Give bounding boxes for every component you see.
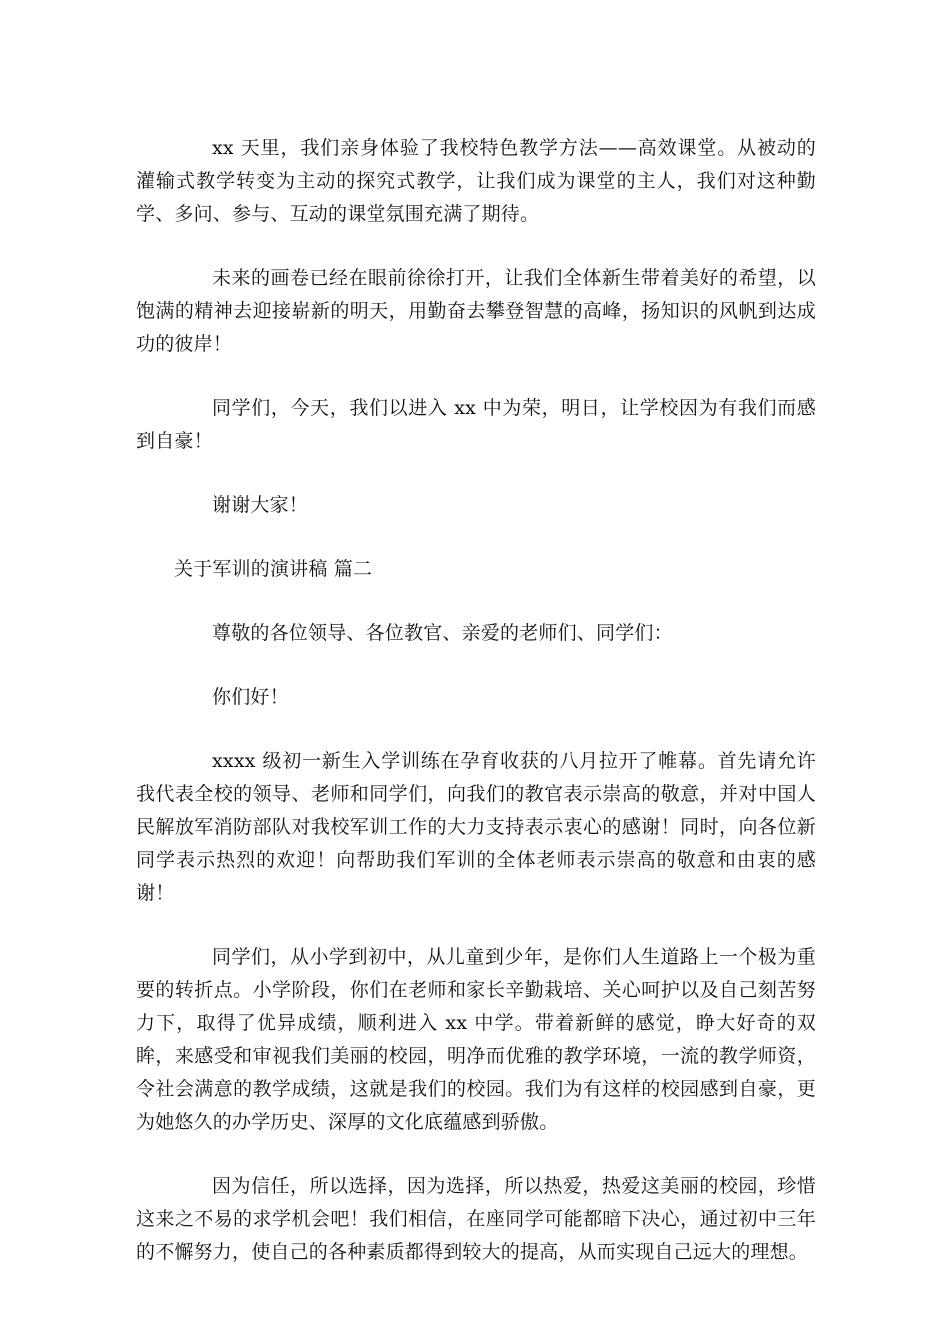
paragraph-future: 未来的画卷已经在眼前徐徐打开，让我们全体新生带着美好的希望，以饱满的精神去迎接崭新的明天，用勤奋去攀登智慧的高峰，扬知识的风帆到达成功的彼岸！ — [136, 267, 816, 355]
paragraph-transition: 同学们，从小学到初中，从儿童到少年，是你们人生道路上一个极为重要的转折点。小学阶段，你们在老师和家长辛勤栽培、关心呵护以及自己刻苦努力下，取得了优异成绩，顺利进入 xx 中学。带着新鲜的感觉，睁大好奇的双眸，来感受和审视我们美丽的校园，明净而优雅的教学环境，一流的教学师资，令社会满意的教学成绩，这就是我们的校园。我们为有这样的校园感到自豪，更为她悠久的办学历史、深厚的文化底蕴感到骄傲。 — [136, 946, 816, 1133]
paragraph-pride: 同学们，今天，我们以进入 xx 中为荣，明日，让学校因为有我们而感到自豪！ — [136, 397, 816, 452]
section-heading: 关于军训的演讲稿 篇二 — [174, 558, 373, 580]
paragraph-salutation: 尊敬的各位领导、各位教官、亲爱的老师们、同学们： — [212, 622, 673, 644]
paragraph-opening: xxxx 级初一新生入学训练在孕育收获的八月拉开了帷幕。首先请允许我代表全校的领导、老师和同学们，向我们的教官表示崇高的敬意，并对中国人民解放军消防部队对我校军训工作的大力支持表示衷心的感谢！同时，向各位新同学表示热烈的欢迎！向帮助我们军训的全体老师表示崇高的敬意和由衷的感谢！ — [136, 750, 816, 904]
document-body — [136, 132, 816, 1300]
paragraph-choice: 因为信任，所以选择，因为选择，所以热爱，热爱这美丽的校园，珍惜这来之不易的求学机会吧！我们相信，在座同学可能都暗下决心，通过初中三年的不懈努力，使自己的各种素质都得到较大的提高，从而实现自己远大的理想。 — [136, 1175, 816, 1263]
paragraph-greeting: 你们好！ — [212, 686, 289, 708]
paragraph-thanks: 谢谢大家！ — [212, 494, 309, 516]
paragraph-experience: xx 天里，我们亲身体验了我校特色教学方法——高效课堂。从被动的灌输式教学转变为主动的探究式教学，让我们成为课堂的主人，我们对这种勤学、多问、参与、互动的课堂氛围充满了期待。 — [136, 137, 816, 225]
